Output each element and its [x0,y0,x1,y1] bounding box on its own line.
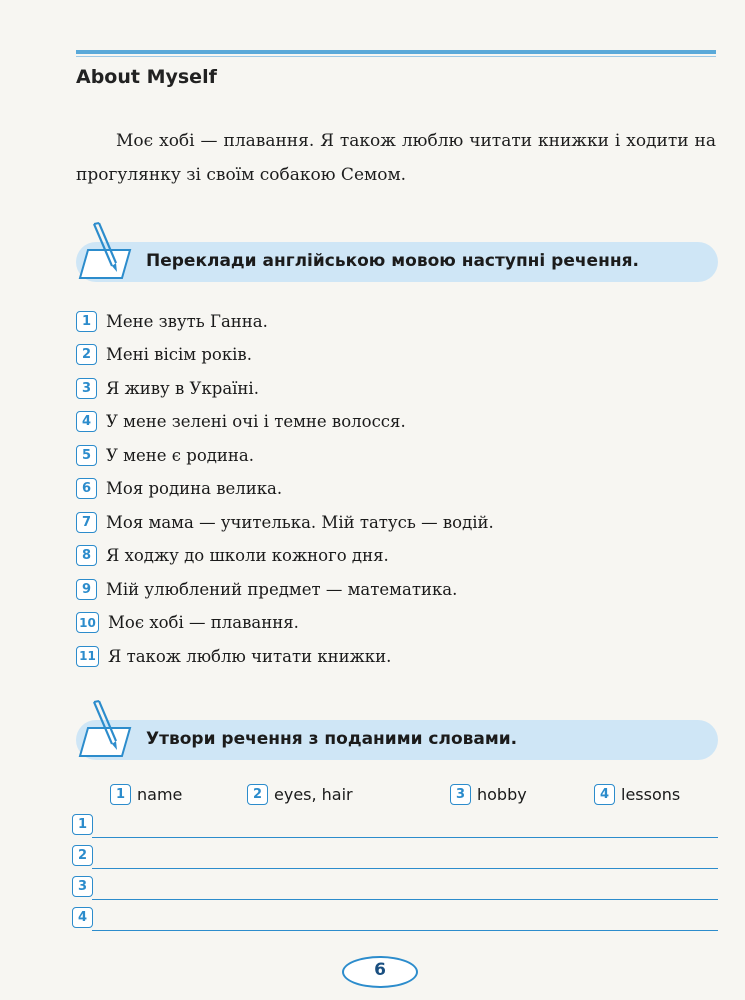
item-number: 6 [76,478,97,499]
pencil-paper-icon [74,698,134,762]
answer-line[interactable] [72,907,718,931]
list-item [76,476,282,502]
item-text: У мене є родина. [106,445,254,465]
writing-rule [92,930,718,932]
word-text: lessons [621,785,681,804]
item-number: 2 [76,344,97,365]
list-item [76,342,252,368]
writing-rule [92,837,718,839]
line-number: 3 [72,876,93,897]
line-number: 1 [72,814,93,835]
list-item [76,610,299,636]
item-text: Мій улюблений предмет — математика. [106,579,458,599]
item-text: Моє хобі — плавання. [108,613,299,632]
item-number: 1 [76,311,97,332]
answer-line[interactable] [72,814,718,838]
writing-rule [92,899,718,901]
item-number: 5 [76,445,97,466]
answer-line[interactable] [72,876,718,900]
item-text: Мені вісім років. [106,345,252,364]
word-bank [110,784,720,810]
item-text: Я також люблю читати книжки. [108,646,392,666]
list-item [76,543,389,569]
item-text: Я живу в Україні. [106,378,259,398]
list-item [76,442,254,468]
word-number: 3 [450,784,471,805]
task2-banner [76,720,718,760]
word-item [110,784,182,805]
item-number: 10 [76,612,99,633]
page-number: 6 [374,960,386,980]
item-number: 11 [76,646,99,667]
writing-rule [92,868,718,870]
top-rule [76,50,716,54]
item-text: Моя мама — учителька. Мій татусь — водій. [106,512,494,532]
item-text: У мене зелені очі і темне волосся. [106,412,406,431]
word-item [247,784,353,805]
line-number: 4 [72,907,93,928]
item-text: Моя родина велика. [106,479,283,498]
item-text: Я ходжу до школи кожного дня. [106,546,389,565]
page-number-badge [342,956,418,988]
item-text: Мене звуть Ганна. [106,311,268,331]
item-number: 9 [76,579,97,600]
intro-paragraph: Моє хобі — плавання. Я також люблю читати книжки і ходити на прогулянку зі своїм собакою Семом. [76,131,716,185]
top-rule-thin [76,56,716,57]
word-text: name [137,785,183,804]
list-item [76,643,391,669]
item-number: 7 [76,512,97,533]
list-item [76,509,494,535]
list-item [76,308,268,334]
word-number: 2 [247,784,268,805]
list-item [76,375,259,401]
page-title: About Myself [76,66,217,88]
task1-banner [76,242,718,282]
word-item [450,784,527,805]
word-text: hobby [477,785,527,804]
line-number: 2 [72,845,93,866]
word-item [594,784,680,805]
list-item [76,576,457,602]
word-number: 1 [110,784,131,805]
item-number: 3 [76,378,97,399]
task1-instruction: Переклади англійською мовою наступні речення. [146,251,639,271]
word-number: 4 [594,784,615,805]
task2-instruction: Утвори речення з поданими словами. [146,729,518,749]
item-number: 8 [76,545,97,566]
answer-line[interactable] [72,845,718,869]
list-item [76,409,406,435]
pencil-paper-icon [74,220,134,284]
item-number: 4 [76,411,97,432]
word-text: eyes, hair [274,785,353,804]
